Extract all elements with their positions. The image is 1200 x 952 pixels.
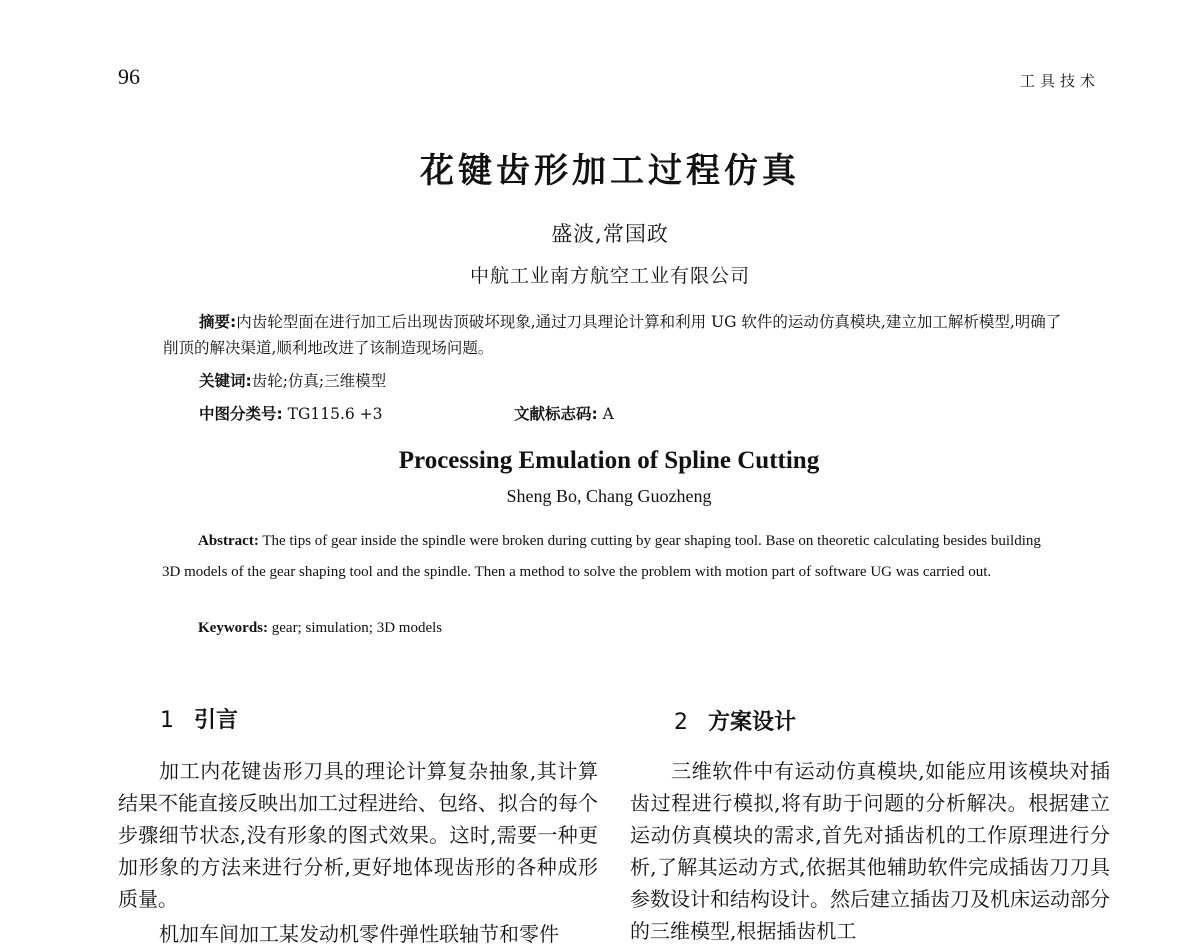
section-1-paragraph-2: 机加车间加工某发动机零件弹性联轴节和零件 bbox=[159, 922, 559, 946]
abstract-en-text: The tips of gear inside the spindle were broken during cutting by gear shaping tool. Base on theoretic calculating besides building 3D models of the gear shaping tool and the spindle. Then a method to solve the problem with motion part of software UG was carried out. bbox=[162, 533, 1041, 580]
document-code-label: 文献标志码: bbox=[514, 405, 598, 423]
classification-value: TG115.6 +3 bbox=[287, 405, 383, 423]
section-2-number: 2 bbox=[674, 710, 688, 735]
classification-label: 中图分类号: bbox=[199, 405, 283, 423]
affiliation: 中航工业南方航空工业有限公司 bbox=[469, 265, 750, 287]
abstract-en-label: Abstract: bbox=[198, 533, 259, 549]
abstract-en bbox=[162, 526, 1057, 588]
section-1-title: 引言 bbox=[194, 708, 239, 733]
section-1-paragraph-1: 加工内花键齿形刀具的理论计算复杂抽象,其计算结果不能直接反映出加工过程进给、包络、拟合的每个步骤细节状态,没有形象的图式效果。这时,需要一种更加形象的方法来进行分析,更好地体现齿形的各种成形质量。 bbox=[118, 759, 598, 911]
keywords-en bbox=[198, 620, 442, 637]
keywords-en-label: Keywords: bbox=[198, 620, 268, 636]
keywords-cn-text: 齿轮;仿真;三维模型 bbox=[251, 372, 387, 390]
keywords-cn-label: 关键词: bbox=[199, 372, 252, 390]
abstract-cn-text: 内齿轮型面在进行加工后出现齿顶破坏现象,通过刀具理论计算和利用 UG 软件的运动仿真模块,建立加工解析模型,明确了削顶的解决渠道,顺利地改进了该制造现场问题。 bbox=[163, 313, 1062, 357]
keywords-en-text: gear; simulation; 3D models bbox=[271, 620, 443, 636]
section-2-paragraph-1: 三维软件中有运动仿真模块,如能应用该模块对插齿过程进行模拟,将有助于问题的分析解决。根据建立运动仿真模块的需求,首先对插齿机的工作原理进行分析,了解其运动方式,依据其他辅助软件完成插齿刀刀具参数设计和结构设计。然后建立插齿刀及机床运动部分的三维模型,根据插齿机工 bbox=[630, 759, 1110, 943]
authors: 盛波,常国政 bbox=[551, 222, 669, 246]
section-1-heading bbox=[160, 703, 238, 734]
english-title: Processing Emulation of Spline Cutting bbox=[398, 447, 820, 474]
section-2-heading bbox=[674, 705, 796, 736]
page-number: 96 bbox=[118, 64, 140, 89]
section-1-number: 1 bbox=[160, 708, 174, 733]
classification bbox=[199, 402, 383, 424]
paper-title: 花键齿形加工过程仿真 bbox=[420, 151, 800, 191]
journal-name: 工具技术 bbox=[1019, 72, 1100, 90]
english-authors: Sheng Bo, Chang Guozheng bbox=[506, 486, 712, 506]
abstract-cn bbox=[163, 309, 1063, 361]
abstract-cn-label: 摘要: bbox=[199, 313, 237, 331]
document-code-value: A bbox=[602, 405, 614, 423]
keywords-cn bbox=[199, 369, 386, 391]
section-2-title: 方案设计 bbox=[708, 710, 797, 735]
document-code bbox=[514, 402, 614, 424]
